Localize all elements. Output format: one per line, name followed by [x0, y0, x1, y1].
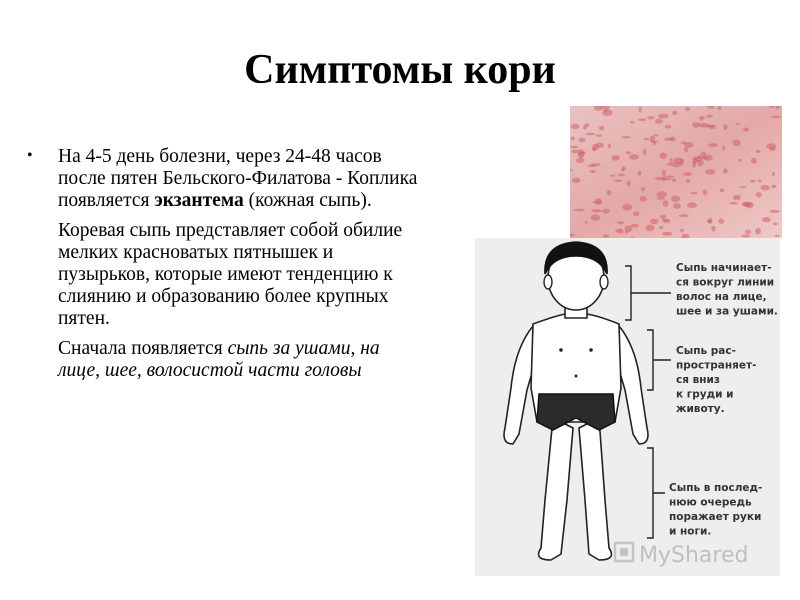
caption-line: ся вокруг линии	[676, 276, 775, 289]
rash-spot	[697, 160, 704, 166]
rash-spot	[608, 144, 611, 149]
rash-spot	[756, 192, 762, 198]
rash-spot	[670, 158, 673, 164]
rash-spot	[579, 138, 586, 143]
rash-spot	[711, 226, 715, 232]
rash-spot	[662, 170, 666, 176]
caption-line: нюю очередь	[669, 496, 752, 509]
paragraph-2: Коревая сыпь представляет собой обилие мелких красноватых пятнышек и пузырьков, которые имеют тенденцию к слиянию и образованию более крупных пятен.	[58, 220, 403, 329]
rash-spot	[618, 173, 626, 176]
paragraph-3: Сначала появляется сыпь за ушами, на лице, шее, волосистой части головы	[58, 338, 380, 381]
rash-spot	[729, 202, 738, 205]
rash-spot	[705, 169, 715, 174]
rash-spot	[743, 128, 749, 132]
rash-spot	[672, 111, 677, 115]
rash-spot	[638, 118, 646, 121]
caption-line: к груди и	[676, 388, 734, 401]
rash-spot	[655, 119, 663, 124]
rash-spot	[684, 142, 693, 148]
rash-spot	[633, 212, 640, 217]
rash-spot	[610, 175, 616, 177]
rash-spot	[655, 177, 663, 180]
caption-line: поражает руки	[669, 511, 762, 523]
rash-photo	[570, 106, 782, 238]
rash-spot	[651, 141, 659, 143]
rash-spot	[615, 229, 621, 233]
svg-text:MyShared: MyShared	[639, 543, 749, 568]
rash-spot	[706, 115, 713, 118]
rash-spot	[571, 150, 579, 154]
rash-spot	[599, 126, 604, 130]
rash-spot	[646, 225, 655, 232]
rash-spot	[595, 198, 603, 205]
rash-spot	[691, 192, 698, 194]
rash-spot	[621, 168, 625, 171]
rash-spot	[766, 143, 776, 148]
rash-spot	[735, 123, 739, 125]
caption-line: и ноги.	[669, 525, 712, 538]
caption-line: волос на лице,	[676, 291, 767, 303]
paragraph-1: На 4-5 день болезни, через 24-48 часов после пятен Бельского-Филатова - Коплика появляется экзантема (кожная сыпь).	[58, 146, 418, 211]
rash-spot	[650, 219, 659, 225]
rash-spot	[772, 172, 775, 176]
rash-spot	[679, 214, 689, 217]
rash-spot	[718, 219, 724, 224]
rash-spot	[755, 228, 761, 235]
child-rash-diagram	[475, 238, 780, 576]
rash-spot	[771, 116, 781, 118]
rash-spot	[686, 179, 690, 183]
rash-spot	[656, 197, 665, 199]
caption-line: Сыпь рас-	[676, 345, 736, 357]
rash-spot	[596, 142, 604, 148]
rash-spot	[700, 117, 704, 121]
rash-spot	[585, 221, 589, 223]
rash-spot	[771, 185, 777, 189]
rash-spot	[570, 146, 578, 148]
caption-line: шее и за ушами.	[676, 305, 778, 318]
rash-spot	[664, 138, 673, 141]
term-exanthema: экзантема	[154, 190, 244, 211]
rash-spot	[738, 159, 742, 162]
rash-spot	[663, 200, 669, 207]
caption-line: животу.	[676, 403, 725, 415]
rash-spot	[707, 220, 712, 223]
rash-spot	[571, 124, 580, 129]
rash-spot	[665, 125, 672, 129]
rash-spot	[732, 140, 740, 147]
rash-spot	[741, 234, 750, 237]
rash-spot	[644, 138, 649, 141]
rash-spot	[673, 158, 682, 164]
rash-spot	[627, 181, 631, 187]
rash-spot	[773, 223, 778, 226]
rash-spot	[743, 202, 751, 207]
rash-spot	[590, 170, 596, 173]
rash-spot	[717, 106, 721, 110]
rash-spot	[762, 217, 771, 222]
rash-spot	[683, 172, 692, 176]
rash-spot	[662, 219, 669, 221]
rash-spot	[591, 209, 601, 212]
rash-spot	[775, 235, 780, 237]
rash-spot	[699, 123, 709, 128]
rash-spot	[640, 196, 647, 202]
rash-spot	[638, 107, 641, 113]
rash-spot	[647, 116, 654, 119]
slide-body	[27, 146, 418, 390]
rash-spot	[622, 136, 631, 139]
rash-spot	[614, 179, 622, 182]
rash-spot	[629, 154, 639, 159]
rash-spot	[751, 158, 757, 164]
rash-spot	[660, 153, 667, 160]
rash-spot	[572, 178, 581, 183]
rash-spot	[758, 180, 762, 183]
rash-spot	[722, 146, 725, 150]
rash-spot	[578, 149, 584, 156]
rash-spot	[576, 158, 584, 163]
rash-spot	[631, 224, 639, 228]
rash-spot	[638, 171, 642, 176]
rash-spot	[602, 109, 613, 116]
rash-spot	[750, 180, 755, 183]
rash-spot	[703, 189, 708, 195]
rash-spot	[719, 189, 724, 193]
rash-spot	[641, 187, 645, 191]
rash-spot	[662, 232, 672, 236]
rash-spot	[622, 204, 632, 211]
rash-spot	[672, 178, 676, 181]
rash-spot	[745, 230, 751, 235]
rash-spot	[687, 202, 697, 208]
rash-spot	[604, 110, 608, 112]
rash-spot	[586, 133, 595, 136]
rash-spot	[760, 185, 769, 191]
rash-spot	[737, 195, 741, 201]
slide-title: Симптомы кори	[244, 47, 556, 93]
rash-spot	[662, 176, 665, 182]
rash-spot	[667, 163, 673, 166]
rash-spot	[591, 215, 600, 221]
rash-spot	[596, 134, 603, 136]
rash-spot	[671, 196, 680, 203]
rash-spot	[617, 221, 624, 224]
rash-spot	[656, 191, 667, 197]
caption-line: Сыпь начинает-	[676, 262, 772, 274]
rash-spot	[659, 226, 663, 229]
rash-spot	[739, 186, 746, 188]
rash-spot	[756, 150, 761, 153]
rash-spot	[587, 165, 596, 167]
rash-spot	[630, 121, 634, 124]
rash-spot	[571, 137, 575, 141]
rash-spot	[643, 149, 647, 156]
rash-spot	[723, 168, 728, 173]
rash-spot	[673, 203, 681, 209]
rash-spot	[607, 190, 612, 196]
caption-line: Сыпь в послед-	[669, 482, 763, 494]
rash-spot	[658, 114, 669, 119]
rash-spot	[574, 209, 585, 212]
rash-spot	[692, 161, 696, 168]
caption-line: пространяет-	[676, 359, 757, 372]
rash-spot	[602, 209, 610, 214]
rash-spot	[624, 225, 632, 232]
rash-locations: сыпь за ушами, на лице, шее, волосистой части головы	[58, 338, 380, 381]
rash-spot	[611, 155, 619, 161]
rash-spot	[660, 215, 667, 219]
rash-spot	[708, 143, 717, 147]
bullet-dot: •	[27, 147, 33, 164]
rash-spot	[685, 107, 691, 111]
rash-spot	[666, 176, 674, 178]
rash-spot	[680, 229, 684, 233]
rash-spot	[699, 157, 709, 159]
rash-spot	[770, 210, 780, 213]
rash-spot	[583, 125, 587, 130]
caption-line: ся вниз	[676, 374, 720, 386]
rash-spot	[626, 151, 632, 154]
rash-spot	[723, 124, 727, 130]
